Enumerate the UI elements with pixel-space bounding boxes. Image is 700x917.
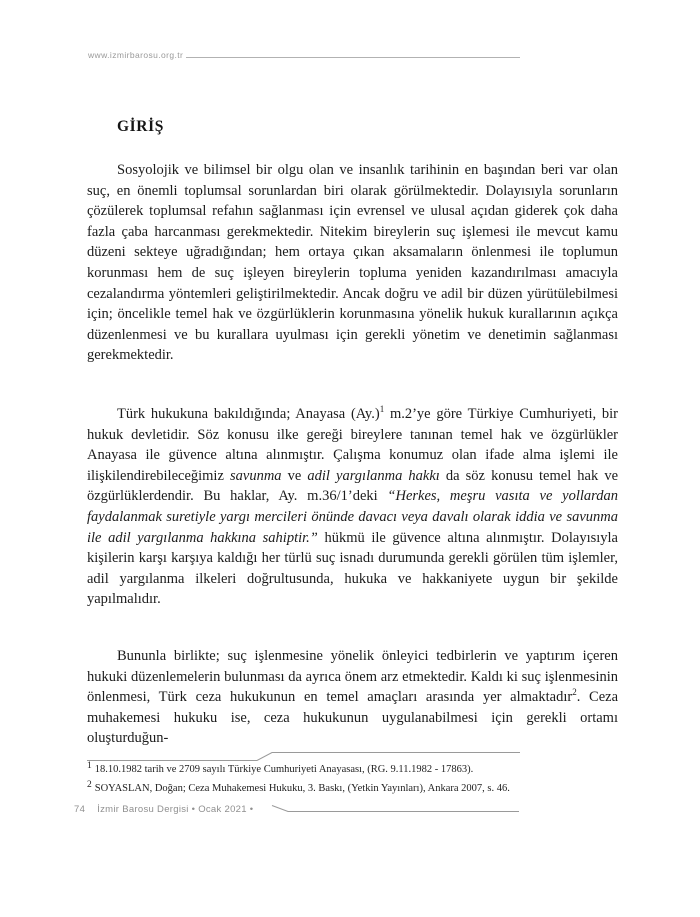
footnote (87, 760, 618, 775)
paragraph-run: Bununla birlikte; suç işlenmesine yönelik önleyici tedbirlerin ve yaptırım içeren hukuki düzenlemelerin bulunması da ayrıca önem arz etmektedir. Kaldı ki suç işlenmesinin önlenmesi, Türk ceza hukukunun en temel amaçları arasında yer almaktadır (87, 648, 618, 706)
footnote-ref-1: 1 (379, 404, 385, 415)
footnote-ref-2: 2 (572, 687, 577, 698)
paragraph-run: Türk hukukuna bakıldığında; Anayasa (Ay.) (117, 406, 380, 422)
paragraph (87, 160, 618, 366)
section-title: GİRİŞ (117, 118, 164, 135)
italic-phrase: adil yargılanma hakkı (307, 467, 440, 484)
paragraph-run: hükmü ile güvence altına alınmıştır. Dolayısıyla kişilerin karşı karşıya kaldığı her türlü suç isnadı durumunda gerekli görülen tüm işlemler, adil yargılanma ilkeleri doğrultusunda, hukuka ve hakkaniyete uygun bir şekilde yapılmalıdır. (87, 529, 618, 608)
footnote (87, 779, 618, 794)
footnote-text: SOYASLAN, Doğan; Ceza Muhakemesi Hukuku, 3. Baskı, (Yetkin Yayınları), Ankara 2007, s. 46. (94, 783, 510, 794)
footnote-marker: 1 (87, 760, 92, 771)
paragraph-run: ve (281, 467, 308, 484)
quotation: “Herkes, meşru vasıta ve yollardan faydalanmak suretiyle yargı mercileri önünde davacı veya davalı olarak iddia ve savunma ile adil yargılanma hakkına sahiptir.” (87, 488, 618, 546)
header-rule (186, 57, 520, 58)
footnote-text: 18.10.1982 tarih ve 2709 sayılı Türkiye Cumhuriyeti Anayasası, (RG. 9.11.1982 - 17863). (94, 764, 474, 775)
paragraph (87, 404, 618, 610)
paragraph-run: . Ceza muhakemesi hukuku ise, ceza hukukunun uygulanabilmesi için gerekli ortamı oluşturduğun- (87, 689, 619, 747)
page-number: 74 (74, 804, 86, 815)
paragraph-text: Sosyolojik ve bilimsel bir olgu olan ve insanlık tarihinin en başından beri var olan suç, en önemli toplumsal sorunlardan biri olarak görülmektedir. Dolayısıyla sorunların çözülerek toplumsal refahın sağlanması için evrensel ve ulusal açıdan giderek çok daha fazla çaba harcanması gerekmektedir. Nitekim bireylerin suç işlemesi ile mevcut kamu düzeni sekteye uğradığından; hem ortaya çıkan aksamaların önlenmesi ile toplumun korunması hem de suç işleyen bireylerin topluma yeniden kazandırılması amacıyla cezalandırma yöntemleri geliştirilmektedir. Ancak doğru ve adil bir düzen yürütülebilmesi için; öncelikle temel hak ve özgürlüklerin korunmasına yönelik hukuk kurallarının açıkça düzenlenmesi ve bu kurallara uyulması için gerekli yönetim ve denetimin sağlanması gerekmektedir. (87, 162, 618, 364)
italic-phrase: savunma (229, 467, 282, 484)
page-footer (74, 804, 253, 815)
footnote-marker: 2 (87, 779, 92, 790)
journal-line: İzmir Barosu Dergisi • Ocak 2021 • (97, 804, 254, 815)
paragraph-run: m.2’ye göre Türkiye Cumhuriyeti, bir hukuk devletidir. Söz konusu ilke gereği bireylere tanınan temel hak ve özgürlükler Anayasa ile güvence altına alınmıştır. Çalışma konumuz olan ifade alma işlemi ile ilişkilendirebileceğimiz (87, 406, 618, 484)
footnote-separator (0, 748, 700, 764)
header-url: www.izmirbarosu.org.tr (88, 50, 184, 60)
paragraph-run: da söz konusu temel hak ve özgürlüklerdendir. Bu haklar, Ay. m.36/1’deki (87, 467, 619, 505)
paragraph (87, 646, 618, 749)
